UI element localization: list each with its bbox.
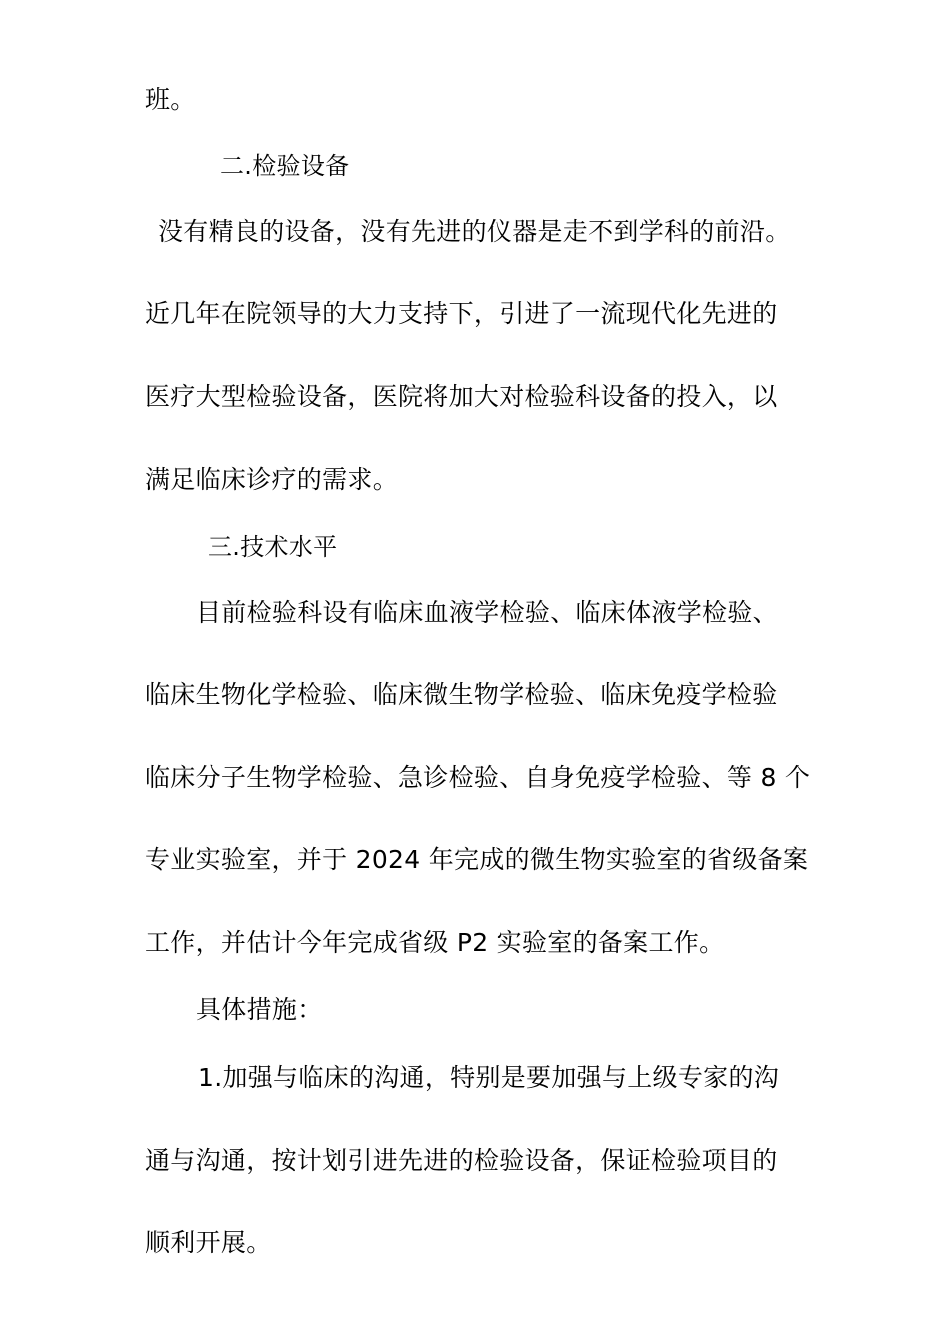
- section-heading-equipment: 二.检验设备: [220, 152, 350, 180]
- list-item-line: 1.加强与临床的沟通，特别是要加强与上级专家的沟: [198, 1063, 780, 1092]
- section-heading-technology: 三.技术水平: [208, 533, 338, 561]
- paragraph-line: 没有精良的设备，没有先进的仪器是走不到学科的前沿。: [158, 217, 791, 246]
- text-line-continuation: 班。: [145, 85, 196, 114]
- paragraph-line: 临床生物化学检验、临床微生物学检验、临床免疫学检验: [145, 680, 778, 709]
- paragraph-line: 专业实验室，并于 2024 年完成的微生物实验室的省级备案: [145, 845, 809, 874]
- paragraph-line: 目前检验科设有临床血液学检验、临床体液学检验、: [196, 598, 778, 627]
- list-item-line: 顺利开展。: [145, 1228, 272, 1257]
- measures-heading: 具体措施：: [196, 995, 323, 1024]
- paragraph-line: 工作，并估计今年完成省级 P2 实验室的备案工作。: [145, 928, 725, 957]
- paragraph-line: 满足临床诊疗的需求。: [145, 465, 399, 494]
- list-item-line: 通与沟通，按计划引进先进的检验设备，保证检验项目的: [145, 1146, 778, 1175]
- paragraph-line: 近几年在院领导的大力支持下，引进了一流现代化先进的: [145, 299, 778, 328]
- paragraph-line: 医疗大型检验设备，医院将加大对检验科设备的投入，以: [145, 382, 778, 411]
- paragraph-line: 临床分子生物学检验、急诊检验、自身免疫学检验、等 8 个: [145, 763, 811, 792]
